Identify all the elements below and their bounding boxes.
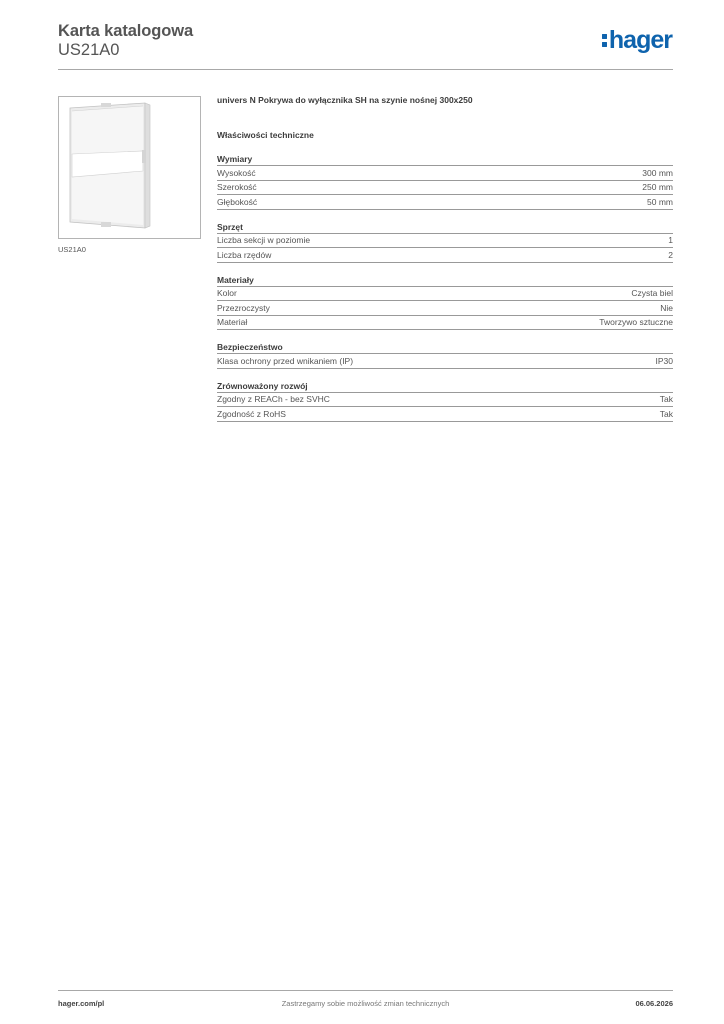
spec-row <box>217 301 673 316</box>
spec-group-title: Wymiary <box>217 153 673 166</box>
spec-value: 50 mm <box>647 196 673 207</box>
spec-label: Klasa ochrony przed wnikaniem (IP) <box>217 355 354 366</box>
spec-row <box>217 407 673 422</box>
spec-value: Czysta biel <box>631 288 673 299</box>
cover-panel-icon <box>59 97 200 238</box>
spec-row <box>217 195 673 210</box>
spec-value: Nie <box>660 302 673 313</box>
logo-text: hager <box>608 26 672 54</box>
spec-value: 300 mm <box>642 167 673 178</box>
spec-group-hardware <box>217 221 673 263</box>
document-footer <box>58 990 673 1010</box>
spec-value: IP30 <box>655 355 673 366</box>
spec-value: 1 <box>668 235 673 246</box>
spec-label: Zgodny z REACh - bez SVHC <box>217 394 330 405</box>
spec-row <box>217 181 673 196</box>
spec-label: Głębokość <box>217 196 258 207</box>
footer-date: 06.06.2026 <box>635 999 673 1008</box>
spec-value: 2 <box>668 249 673 260</box>
product-image <box>58 96 201 239</box>
spec-group-sustainability <box>217 380 673 422</box>
spec-content <box>217 95 673 422</box>
spec-group-dimensions <box>217 153 673 210</box>
spec-value: Tak <box>659 408 673 419</box>
spec-row <box>217 234 673 249</box>
spec-group-title: Zrównoważony rozwój <box>217 380 673 393</box>
spec-label: Wysokość <box>217 167 256 178</box>
hager-logo <box>602 28 672 53</box>
spec-group-safety <box>217 341 673 369</box>
spec-row <box>217 248 673 263</box>
spec-label: Liczba sekcji w poziomie <box>217 235 311 246</box>
spec-label: Materiał <box>217 317 248 328</box>
document-header <box>58 20 673 70</box>
logo-dots-icon <box>602 28 608 48</box>
spec-label: Liczba rzędów <box>217 249 272 260</box>
spec-group-title: Bezpieczeństwo <box>217 341 673 354</box>
footer-notice: Zastrzegamy sobie możliwość zmian technicznych <box>281 999 450 1008</box>
spec-row <box>217 316 673 331</box>
spec-group-materials <box>217 274 673 331</box>
spec-label: Przezroczysty <box>217 302 270 313</box>
spec-label: Kolor <box>217 288 237 299</box>
footer-website-link[interactable]: hager.com/pl <box>58 999 105 1008</box>
product-reference: US21A0 <box>58 41 120 59</box>
spec-row <box>217 166 673 181</box>
document-title: Karta katalogowa <box>58 22 194 40</box>
spec-label: Zgodność z RoHS <box>217 408 286 419</box>
spec-row <box>217 287 673 302</box>
spec-value: Tworzywo sztuczne <box>599 317 673 328</box>
spec-value: Tak <box>659 394 673 405</box>
spec-label: Szerokość <box>217 182 257 193</box>
spec-row <box>217 354 673 369</box>
product-description: univers N Pokrywa do wyłącznika SH na szynie nośnej 300x250 <box>217 95 473 105</box>
spec-row <box>217 393 673 408</box>
image-caption: US21A0 <box>58 245 86 254</box>
spec-group-title: Sprzęt <box>217 221 673 234</box>
spec-value: 250 mm <box>642 182 673 193</box>
spec-section-title: Właściwości techniczne <box>217 130 314 140</box>
spec-group-title: Materiały <box>217 274 673 287</box>
